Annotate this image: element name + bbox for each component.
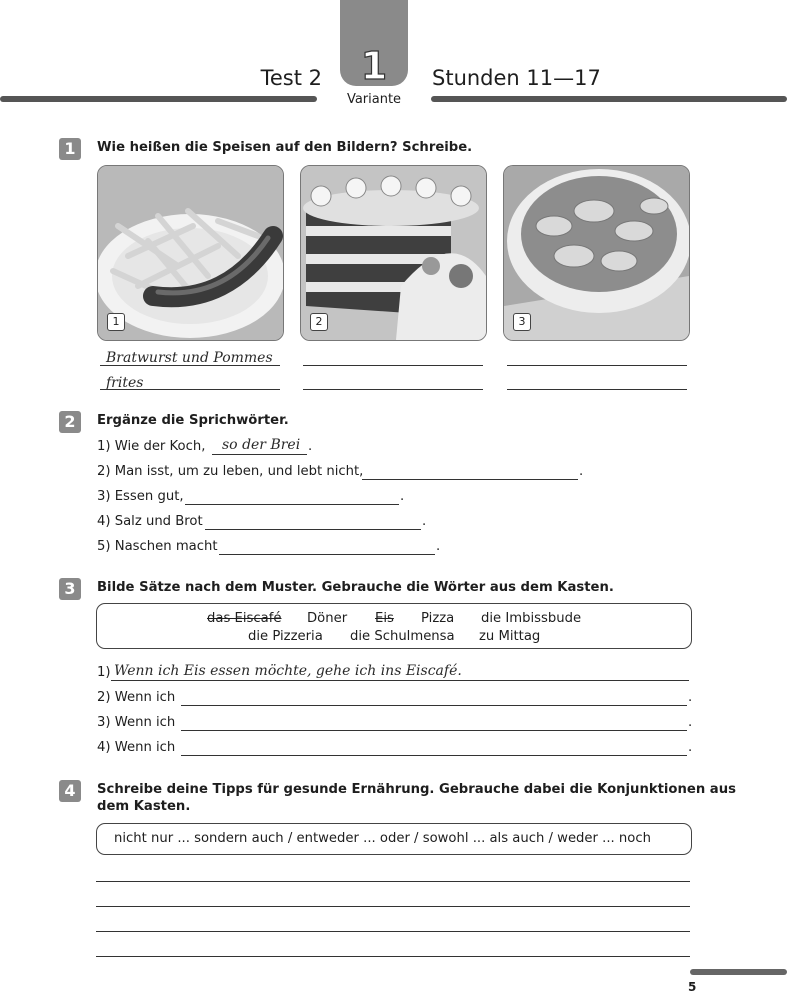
task3-instruction: Bilde Sätze nach dem Muster. Gebrauche die Wörter aus dem Kasten. xyxy=(97,580,614,595)
test-title: Test 2 xyxy=(260,66,322,90)
proverb-2-text: 2) Man isst, um zu leben, und lebt nicht, xyxy=(97,464,364,479)
writing-line[interactable] xyxy=(96,906,690,907)
answer-3-line-2[interactable] xyxy=(507,389,687,390)
proverb-1-line xyxy=(212,454,307,455)
answer-2-line-2[interactable] xyxy=(303,389,483,390)
sentence-3-text: 3) Wenn ich xyxy=(97,715,176,730)
answer-line xyxy=(100,389,280,390)
page-number: 5 xyxy=(688,980,697,994)
sentence-2-text: 2) Wenn ich xyxy=(97,690,176,705)
proverb-5-end: . xyxy=(436,539,441,554)
footer-rule xyxy=(690,969,787,975)
task3-badge: 3 xyxy=(59,578,81,600)
word-box-item: das Eiscafé xyxy=(207,611,282,626)
word-box-item: die Imbissbude xyxy=(481,611,582,626)
task1-instruction: Wie heißen die Speisen auf den Bildern? Schreibe. xyxy=(97,140,473,155)
writing-line[interactable] xyxy=(96,931,690,932)
task4-instruction-line-2: dem Kasten. xyxy=(97,799,191,814)
word-box-item: die Schulmensa xyxy=(350,629,455,644)
picture-3-number: 3 xyxy=(513,313,531,331)
writing-line[interactable] xyxy=(96,881,690,882)
proverb-1-end: . xyxy=(308,439,313,454)
picture-2-number: 2 xyxy=(310,313,328,331)
answer-1-line-1[interactable]: Bratwurst und Pommes xyxy=(106,350,273,366)
task4-instruction-line-1: Schreibe deine Tipps für gesunde Ernährung. Gebrauche dabei die Konjunktionen aus xyxy=(97,782,736,797)
picture-2 xyxy=(300,165,487,341)
proverb-5-text: 5) Naschen macht xyxy=(97,539,218,554)
task1-badge: 1 xyxy=(59,138,81,160)
header-rule-right xyxy=(431,96,787,102)
cake-photo-icon xyxy=(301,166,486,340)
proverb-4-end: . xyxy=(422,514,427,529)
task2-badge: 2 xyxy=(59,411,81,433)
word-box-item: zu Mittag xyxy=(479,629,541,644)
picture-1 xyxy=(97,165,284,341)
proverb-4-text: 4) Salz und Brot xyxy=(97,514,203,529)
proverb-5-line[interactable] xyxy=(219,554,435,555)
sentence-4-text: 4) Wenn ich xyxy=(97,740,176,755)
lessons-title: Stunden 11—17 xyxy=(432,66,601,90)
word-box xyxy=(96,603,692,649)
sentence-3-line[interactable] xyxy=(181,730,687,731)
sentence-1-example[interactable]: Wenn ich Eis essen möchte, gehe ich ins Eiscafé. xyxy=(114,663,462,679)
bratwurst-fries-photo-icon xyxy=(98,166,283,340)
sentence-2-line[interactable] xyxy=(181,705,687,706)
task4-badge: 4 xyxy=(59,780,81,802)
proverb-3-text: 3) Essen gut, xyxy=(97,489,184,504)
answer-1-line-2[interactable]: frites xyxy=(106,375,144,391)
proverb-2-line[interactable] xyxy=(362,479,578,480)
answer-2-line-1[interactable] xyxy=(303,365,483,366)
answer-line xyxy=(100,365,280,366)
variant-number: 1 xyxy=(360,44,388,88)
proverb-3-end: . xyxy=(400,489,405,504)
word-box-item: Döner xyxy=(307,611,348,626)
conjunction-box xyxy=(96,823,692,855)
task2-instruction: Ergänze die Sprichwörter. xyxy=(97,413,289,428)
sentence-1-number: 1) xyxy=(97,665,111,680)
sentence-1-line xyxy=(111,680,689,681)
proverb-2-end: . xyxy=(579,464,584,479)
proverb-3-line[interactable] xyxy=(185,504,399,505)
picture-3 xyxy=(503,165,690,341)
sentence-4-line[interactable] xyxy=(181,755,687,756)
proverb-4-line[interactable] xyxy=(205,529,421,530)
picture-1-number: 1 xyxy=(107,313,125,331)
word-box-item: Eis xyxy=(375,611,394,626)
answer-3-line-1[interactable] xyxy=(507,365,687,366)
sentence-3-end: . xyxy=(688,715,693,730)
word-box-item: Pizza xyxy=(421,611,455,626)
word-box-item: die Pizzeria xyxy=(248,629,323,644)
variant-label: Variante xyxy=(346,92,402,107)
header-rule-left xyxy=(0,96,317,102)
proverb-1-answer[interactable]: so der Brei xyxy=(222,437,301,453)
potato-salad-photo-icon xyxy=(504,166,689,340)
sentence-4-end: . xyxy=(688,740,693,755)
writing-line[interactable] xyxy=(96,956,690,957)
sentence-2-end: . xyxy=(688,690,693,705)
proverb-1-text: 1) Wie der Koch, xyxy=(97,439,206,454)
conjunction-box-text: nicht nur ... sondern auch / entweder ... oder / sowohl ... als auch / weder ... noch xyxy=(114,831,651,846)
